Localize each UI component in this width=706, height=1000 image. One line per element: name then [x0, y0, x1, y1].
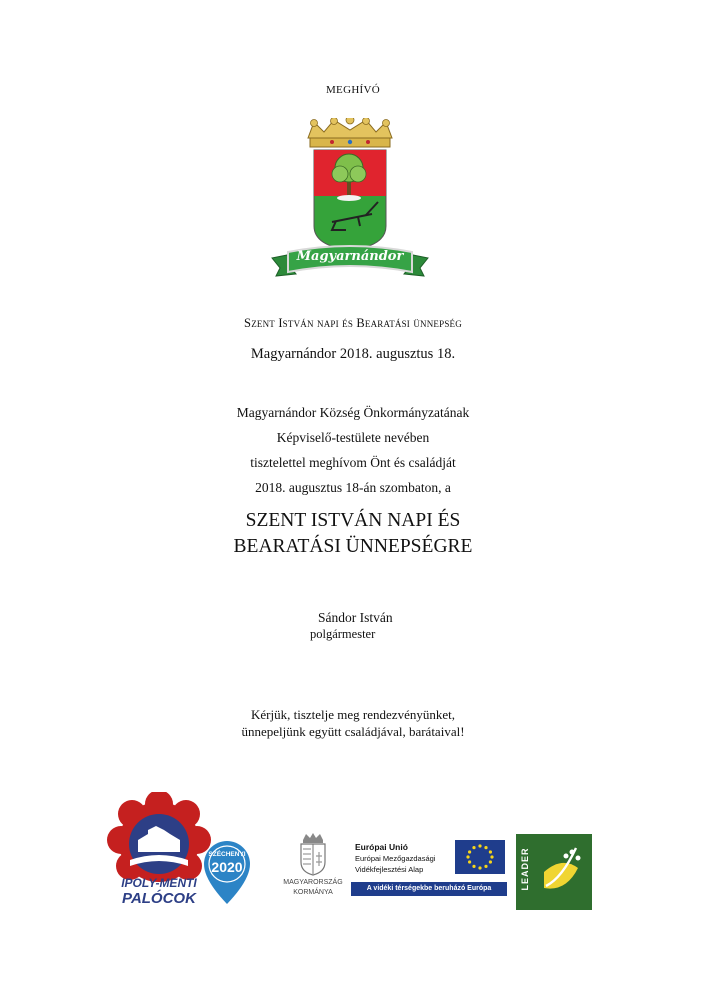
szechenyi-line2: 2020: [211, 859, 243, 875]
eu-banner: A vidéki térségekbe beruházó Európa: [351, 882, 507, 896]
eu-line2: Európai Mezőgazdasági: [355, 854, 436, 863]
eu-line1: Európai Unió: [355, 842, 408, 852]
big-title-line: SZENT ISTVÁN NAPI ÉS: [245, 510, 461, 531]
coat-of-arms: [262, 118, 438, 292]
signer-role: polgármester: [310, 627, 376, 641]
event-big-title: [0, 508, 706, 560]
invitation-body: [0, 400, 706, 500]
palocok-line2: PALÓCOK: [122, 890, 196, 907]
crest-banner-text: Magyarnándor: [296, 249, 404, 264]
kormany-logo: [280, 832, 346, 902]
szechenyi-line1: SZÉCHENYI: [208, 851, 246, 858]
signature-block: [310, 609, 393, 643]
closing-line: ünnepeljünk együtt családjával, barátaival!: [241, 724, 465, 739]
body-line: Képviselő-testülete nevében: [276, 430, 430, 445]
palocok-line1: IPOLY-MENTI: [121, 876, 197, 890]
event-title: Szent István napi és Bearatási ünnepség: [244, 316, 462, 330]
leader-text: LEADER: [520, 847, 530, 891]
kormany-line2: KORMÁNYA: [293, 889, 333, 896]
leader-logo: [516, 834, 592, 910]
crown-icon: [308, 118, 392, 147]
eu-line3: Vidékfejlesztési Alap: [355, 865, 424, 874]
eu-flag-icon: [455, 840, 505, 874]
body-line: 2018. augusztus 18-án szombaton, a: [255, 480, 451, 495]
kormany-line1: MAGYARORSZÁG: [283, 879, 343, 886]
body-line: Magyarnándor Község Önkormányzatának: [236, 405, 470, 420]
szechenyi-logo: [200, 836, 254, 906]
closing-line: Kérjük, tisztelje meg rendezvényünket,: [251, 707, 455, 722]
invitation-heading: MEGHÍVÓ: [325, 84, 381, 96]
body-line: tisztelettel meghívom Önt és családját: [250, 455, 456, 470]
eu-emva-logo: [351, 838, 507, 898]
hungarian-coat-of-arms-icon: [280, 832, 346, 876]
big-title-line: BEARATÁSI ÜNNEPSÉGRE: [233, 536, 473, 557]
palocok-logo: [104, 792, 214, 912]
place-date: Magyarnándor 2018. augusztus 18.: [250, 346, 456, 362]
closing-text: [0, 706, 706, 740]
signer-name: Sándor István: [318, 610, 393, 625]
